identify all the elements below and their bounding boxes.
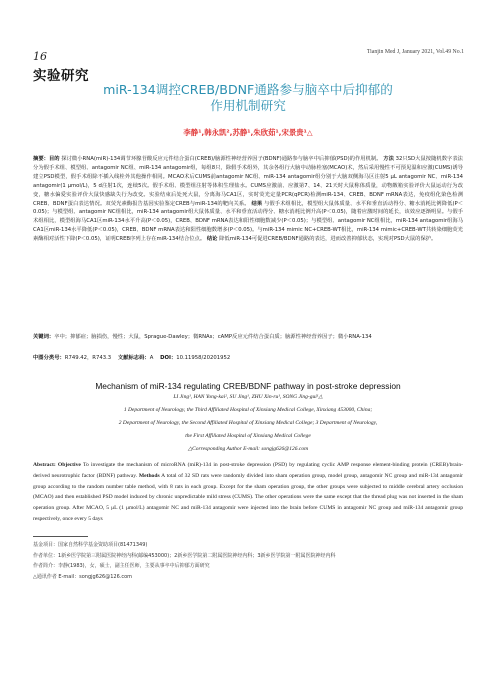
- doc-code-label: 文献标志码：: [117, 355, 150, 361]
- conclusion-text: 降低miR-134可促进CREB/BDNF通路的表达，进而改善抑郁状态，实现对PSD大鼠的保护。: [219, 236, 437, 243]
- keywords-text: 卒中；抑郁症；脑损伤，慢性；大鼠，Sprague-Dawley；微RNAs；cAMP反应元件结合蛋白质；脑源性神经营养因子；微小RNA-134: [54, 334, 372, 340]
- clc-label: 中图分类号：: [33, 355, 65, 361]
- article-title-cn: [0, 82, 496, 114]
- page-number: 16: [33, 50, 47, 63]
- methods-text: 32只SD大鼠按随机数字表法分为假手术组、模型组、antagomir NC组、miR-134 antagomir组，每组8只，除假手术组外，其余各组行大脑中动脉栓塞(MCAO)术，然后采用慢性不可预见温和应激(CUMS)诱导建立PSD模型，假手术组除不插入线栓外其他操作相同。MCAO术后CUMS前antagomir NC组、miR-134 antagomir组分别于大脑双侧海马区注射5 μL antagomir NC、miR-134 antagomir(1 μmol/L)，5 d注射1次，连续5次。假手术组、模型组注射等体积生理盐水。CUMS应激前、应激第7、14、21天时大鼠称体质量，动物敞箱实验评价大鼠运动行为改变，糖水偏爱实验评价大鼠快感缺失行为改变。实验结束后处死大鼠，分离海马CA1区，实时荧光定量PCR(qPCR)检测miR-134、CREB、BDNF mRNA表达，免疫组化染色检测CREB、BDNF蛋白表达情况。双荧光素酶报告基因实验鉴定CREB与miR-134的靶向关系。: [33, 156, 463, 207]
- methods-en-label: Methods: [138, 472, 160, 479]
- methods-label: 方法: [383, 156, 394, 162]
- authors-en: LI Jing¹, HAN Yong-kai², SU Jing¹, ZHU Xin-ru¹, SONG Jing-gui¹△: [173, 394, 323, 400]
- abstract-label: 摘要：: [33, 156, 49, 162]
- doc-code-value: A: [149, 355, 154, 361]
- abstract-cn: [33, 155, 463, 244]
- footnotes: [33, 540, 463, 582]
- conclusion-label: 结论: [206, 236, 218, 243]
- results-text: 与假手术组相比，模型组大鼠体质量、水平和垂直活动得分、糖水消耗比例降低(P＜0.05)；与模型组、antagomir NC组相比，miR-134 antagomir组大鼠体质量、水平和垂直活动得分、糖水消耗比例升高(P＜0.05)，随着应激时间的延长，该效应逐渐明显。与假手术组相比，模型组海马CA1区miR-134水平升高(P＜0.05)，CREB、BDNF mRNA表达和阳性细胞数减少(P＜0.05)；与模型组、antagomir NC组相比，miR-134 antagomir组海马CA1区miR-134水平降低(P＜0.05)，CREB、BDNF mRNA表达和阳性细胞数增多(P＜0.05)。与miR-134 mimic NC+CREB-WT相比，miR-134 mimic+CREB-WT共转染细胞荧光素酶相对活性下降(P＜0.05)，证明CREB序列上存在miR-134结合位点。: [33, 200, 464, 243]
- footnote-corresponding: △通讯作者 E-mail：songjg626@126.com: [33, 573, 133, 580]
- abstract-en: [33, 460, 463, 525]
- keywords-label: 关键词：: [33, 334, 55, 340]
- affiliation-2: 2 Department of Neurology, the Second Affiliated Hospital of Xinxiang Medical College; 3 Department of Neurology,: [118, 420, 378, 426]
- article-title-en: Mechanism of miR-134 regulating CREB/BDNF pathway in post-stroke depression: [95, 381, 401, 391]
- objective-text: 探讨微小RNA(miR)-134调节环腺苷酸反应元件结合蛋白(CREB)/脑源性神经营养因子(BDNF)通路参与脑卒中后抑郁(PSD)的作用机制。: [61, 156, 382, 162]
- results-label: 结果: [251, 200, 263, 207]
- footnote-affiliation: 作者单位：1新乡医学院第三附属医院神经内科(邮编453000)；2新乡医学院第二附属医院神经内科；3新乡医学院第一附属医院神经内科: [33, 552, 336, 559]
- classification-line: [33, 354, 463, 363]
- authors-cn: 李静¹,韩永凯²,苏静¹,朱欣茹¹,宋景贵¹△: [183, 128, 313, 137]
- section-heading: 实验研究: [33, 68, 89, 84]
- affiliation-1: 1 Department of Neurology, the Third Affiliated Hospital of Xinxiang Medical College, Xinxiang 453000, China;: [123, 407, 373, 413]
- keywords-cn: [33, 333, 463, 342]
- doi-label: DOI：: [160, 355, 177, 361]
- journal-header: Tianjin Med J, January 2021, Vol.49 No.1: [366, 49, 464, 55]
- doi-value: 10.11958/20201952: [176, 355, 231, 361]
- corresponding-author-en: △Corresponding Author E-mail: songjg626@126.com: [187, 446, 309, 452]
- abstract-en-label: Abstract:: [33, 462, 56, 468]
- clc-value: R749.42，R743.3: [64, 355, 112, 361]
- title-line-2: 作用机制研究: [210, 98, 286, 113]
- objective-en-label: Objective: [57, 462, 81, 468]
- title-line-1: miR-134调控CREB/BDNF通路参与脑卒中后抑郁的: [103, 82, 393, 97]
- footnote-author-bio: 作者简介：李静(1983)，女，硕士，副主任医师，主要从事卒中后抑郁方面研究: [33, 563, 210, 570]
- affiliation-3: the First Affiliated Hospital of Xinxiang Medical College: [185, 433, 311, 439]
- objective-label: 目的: [48, 156, 60, 162]
- footnote-funding: 基金项目：国家自然科学基金资助项目(81471349): [33, 542, 148, 548]
- objective-en-text: To investigate the mechanism of microRNA (miR)-134 in post-stroke depression (PSD) by regulating cyclic AMP response element-binding protein (CREB)/brain-derived neurotrophic factor (BDNF) pathway.: [33, 462, 463, 479]
- methods-en-text: A total of 32 SD rats were randomly divided into sham operation group, model group, antagomir NC group and miR-134 antagomir group according to the random number table method, with 8 rats in each group. Except for the sham operation group, the other groups were subjected to middle cerebral artery occlusion (MCAO) and then established PSD model induced by chronic unpredictable mild stress (CUMS). The other operations were the same except that the thread plug was not inserted in the sham operation group. After MCAO, 5 μL (1 μmol/L) antagomir NC and miR-134 antagomir were injected into the brain before CUMS in antagomir NC group and miR-134 antagomir group respectively, once every 5 days: [33, 472, 464, 522]
- footnote-divider: [33, 536, 88, 537]
